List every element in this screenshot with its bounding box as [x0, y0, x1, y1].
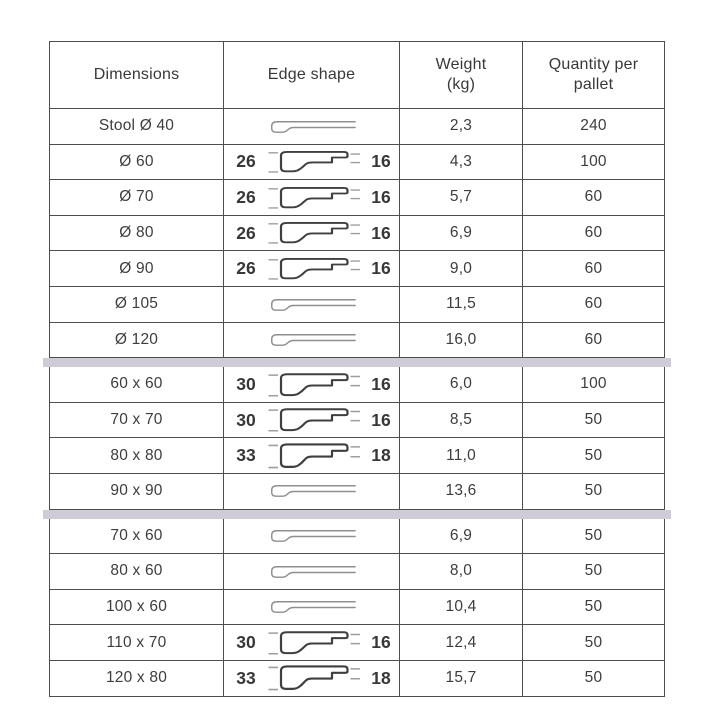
quantity-cell: 60 — [584, 295, 603, 313]
table-row — [50, 216, 664, 252]
quantity-cell: 50 — [584, 669, 603, 687]
table-row — [50, 403, 664, 439]
header-dimensions-label: Dimensions — [93, 65, 180, 83]
edge-thickness-right-value: 16 — [371, 258, 391, 279]
edge-shape-cell — [224, 109, 400, 144]
edge-thickness-right-value: 16 — [371, 222, 391, 243]
edge-thickness-right-value: 16 — [371, 151, 391, 172]
quantity-cell: 100 — [580, 375, 607, 393]
dimensions-cell: 110 x 70 — [50, 625, 224, 660]
quantity-cell: 60 — [584, 188, 603, 206]
table-row — [50, 554, 664, 590]
dimensions-cell: Ø 70 — [50, 180, 224, 215]
weight-cell: 13,6 — [400, 474, 523, 509]
edge-profile-dimensioned-icon — [266, 663, 362, 693]
weight-cell: 12,4 — [400, 625, 523, 660]
edge-thickness-right-value: 16 — [371, 373, 391, 394]
quantity-cell: 240 — [580, 117, 607, 135]
edge-thickness-right-value: 16 — [371, 186, 391, 207]
quantity-cell: 60 — [584, 224, 603, 242]
edge-shape-cell — [224, 474, 400, 509]
edge-thickness-right-value: 18 — [371, 445, 391, 466]
edge-thickness-left-value: 26 — [236, 222, 256, 243]
edge-profile-dimensioned-icon — [266, 220, 362, 246]
edge-thickness-left-value: 30 — [236, 632, 256, 653]
quantity-cell: 50 — [584, 446, 603, 464]
table-row — [50, 625, 664, 661]
edge-profile-dimensioned-icon — [266, 629, 362, 657]
edge-shape-cell — [224, 625, 400, 660]
table-row — [50, 519, 664, 555]
edge-shape-cell — [224, 323, 400, 358]
edge-shape-cell — [224, 145, 400, 180]
quantity-cell: 50 — [584, 411, 603, 429]
dimensions-cell: 80 x 60 — [50, 554, 224, 589]
weight-cell: 8,5 — [400, 403, 523, 438]
weight-cell: 4,3 — [400, 145, 523, 180]
header-edge-shape — [224, 42, 400, 108]
table-row — [50, 109, 664, 145]
edge-profile-icon — [266, 297, 358, 313]
edge-profile-icon — [266, 528, 358, 544]
dimensions-cell: Ø 105 — [50, 287, 224, 322]
dimensions-cell: Stool Ø 40 — [50, 109, 224, 144]
edge-shape-cell — [224, 367, 400, 402]
edge-profile-icon — [266, 332, 358, 348]
edge-shape-cell — [224, 590, 400, 625]
weight-cell: 11,5 — [400, 287, 523, 322]
quantity-cell: 100 — [580, 152, 607, 170]
table-row — [50, 287, 664, 323]
group-separator — [43, 510, 671, 519]
edge-profile-dimensioned-icon — [266, 256, 362, 282]
header-quantity-label: Quantity per — [548, 55, 639, 73]
header-quantity — [523, 42, 664, 108]
header-quantity-label-line2: pallet — [573, 76, 614, 93]
edge-profile-icon — [266, 483, 358, 499]
dimensions-cell: Ø 90 — [50, 251, 224, 286]
edge-shape-cell — [224, 287, 400, 322]
edge-thickness-left-value: 30 — [236, 373, 256, 394]
dimensions-cell: 60 x 60 — [50, 367, 224, 402]
quantity-cell: 50 — [584, 633, 603, 651]
weight-cell: 15,7 — [400, 661, 523, 696]
edge-profile-dimensioned-icon — [266, 185, 362, 211]
edge-thickness-left-value: 33 — [236, 667, 256, 688]
header-weight-unit: (kg) — [446, 76, 476, 93]
edge-shape-cell — [224, 251, 400, 286]
header-weight-label: Weight — [435, 55, 487, 73]
table-group — [50, 109, 664, 358]
table-row — [50, 590, 664, 626]
weight-cell: 16,0 — [400, 323, 523, 358]
quantity-cell: 50 — [584, 562, 603, 580]
quantity-cell: 50 — [584, 598, 603, 616]
header-dimensions — [50, 42, 224, 108]
table-row — [50, 367, 664, 403]
weight-cell: 2,3 — [400, 109, 523, 144]
weight-cell: 11,0 — [400, 438, 523, 473]
quantity-cell: 60 — [584, 330, 603, 348]
table-row — [50, 251, 664, 287]
group-separator — [43, 358, 671, 367]
edge-thickness-left-value: 26 — [236, 186, 256, 207]
table-group — [50, 367, 664, 509]
table-body — [50, 109, 664, 696]
weight-cell: 10,4 — [400, 590, 523, 625]
edge-profile-icon — [266, 564, 358, 580]
dimensions-cell: 120 x 80 — [50, 661, 224, 696]
edge-profile-dimensioned-icon — [266, 149, 362, 175]
dimensions-cell: 70 x 60 — [50, 519, 224, 554]
edge-shape-cell — [224, 403, 400, 438]
quantity-cell: 60 — [584, 259, 603, 277]
weight-cell: 6,9 — [400, 216, 523, 251]
dimensions-cell: 80 x 80 — [50, 438, 224, 473]
edge-profile-dimensioned-icon — [266, 441, 362, 471]
header-edge-shape-label: Edge shape — [267, 65, 356, 83]
dimensions-cell: Ø 120 — [50, 323, 224, 358]
edge-thickness-right-value: 18 — [371, 667, 391, 688]
edge-profile-dimensioned-icon — [266, 371, 362, 399]
table-row — [50, 474, 664, 510]
quantity-cell: 50 — [584, 482, 603, 500]
dimensions-cell: Ø 60 — [50, 145, 224, 180]
edge-thickness-left-value: 30 — [236, 409, 256, 430]
dimensions-cell: Ø 80 — [50, 216, 224, 251]
table-row — [50, 661, 664, 696]
weight-cell: 6,0 — [400, 367, 523, 402]
weight-cell: 6,9 — [400, 519, 523, 554]
weight-cell: 9,0 — [400, 251, 523, 286]
dimensions-cell: 90 x 90 — [50, 474, 224, 509]
edge-shape-cell — [224, 180, 400, 215]
dimensions-cell: 70 x 70 — [50, 403, 224, 438]
edge-shape-cell — [224, 216, 400, 251]
table-row — [50, 145, 664, 181]
edge-profile-icon — [266, 119, 358, 135]
edge-thickness-right-value: 16 — [371, 632, 391, 653]
quantity-cell: 50 — [584, 526, 603, 544]
table-header-row — [50, 42, 664, 109]
weight-cell: 8,0 — [400, 554, 523, 589]
tabletop-spec-table — [49, 41, 665, 697]
table-row — [50, 323, 664, 359]
header-weight — [400, 42, 523, 108]
edge-shape-cell — [224, 661, 400, 696]
edge-thickness-right-value: 16 — [371, 409, 391, 430]
edge-shape-cell — [224, 438, 400, 473]
edge-thickness-left-value: 33 — [236, 445, 256, 466]
edge-shape-cell — [224, 554, 400, 589]
edge-profile-dimensioned-icon — [266, 406, 362, 434]
table-row — [50, 180, 664, 216]
edge-profile-icon — [266, 599, 358, 615]
table-row — [50, 438, 664, 474]
edge-shape-cell — [224, 519, 400, 554]
edge-thickness-left-value: 26 — [236, 151, 256, 172]
weight-cell: 5,7 — [400, 180, 523, 215]
edge-thickness-left-value: 26 — [236, 258, 256, 279]
dimensions-cell: 100 x 60 — [50, 590, 224, 625]
table-group — [50, 519, 664, 696]
